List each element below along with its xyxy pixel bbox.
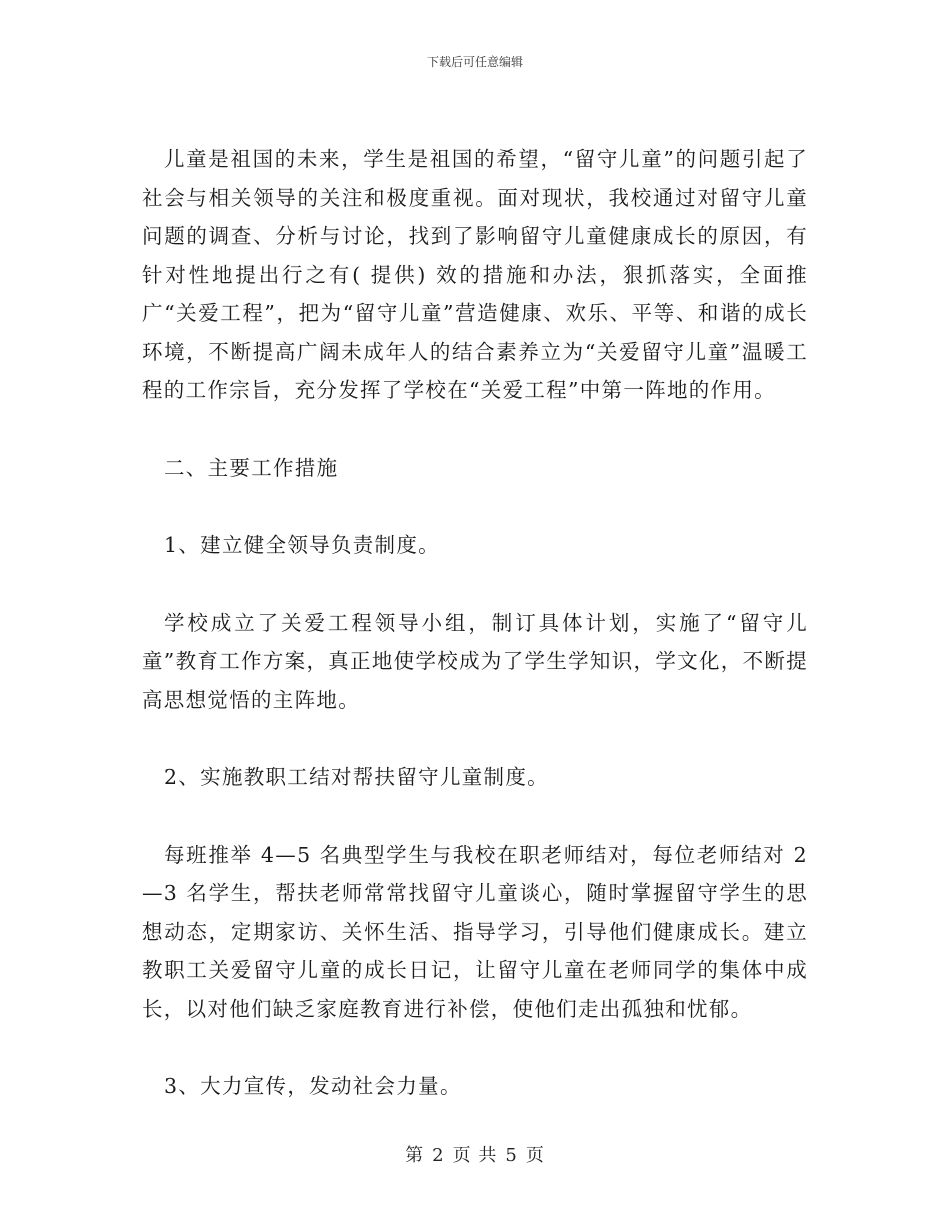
- footer-middle: 页 共: [452, 1145, 498, 1166]
- intro-paragraph: 儿童是祖国的未来，学生是祖国的希望，“留守儿童”的问题引起了社会与相关领导的关注和极度重视。面对现状，我校通过对留守儿童问题的调查、分析与讨论，找到了影响留守儿童健康成长的原因，有针对性地提出行之有( 提供) 效的措施和办法，狠抓落实，全面推广“关爱工程”，把为“留守儿童”营造健康、欢乐、平等、和谐的成长环境，不断提高广阔未成年人的结合素养立为“关爱留守儿童”温暖工程的工作宗旨，充分发挥了学校在“关爱工程”中第一阵地的作用。: [142, 147, 808, 402]
- current-page-number: 2: [432, 1145, 445, 1166]
- item1-paragraph: 学校成立了关爱工程领导小组，制订具体计划，实施了“留守儿童”教育工作方案，真正地使学校成为了学生学知识，学文化，不断提高思想觉悟的主阵地。: [142, 610, 808, 712]
- spacer: [142, 487, 808, 526]
- page-header-note: 下载后可任意编辑: [426, 55, 523, 69]
- footer-prefix: 第: [405, 1145, 425, 1166]
- spacer: [142, 410, 808, 449]
- page-footer: [0, 1144, 950, 1168]
- spacer: [142, 1028, 808, 1067]
- item3-heading: 3、大力宣传，发动社会力量。: [164, 1074, 462, 1098]
- footer-suffix: 页: [525, 1145, 545, 1166]
- spacer: [142, 565, 808, 604]
- section-heading: 二、主要工作措施: [164, 455, 339, 480]
- item1-heading: 1、建立健全领导负责制度。: [164, 533, 440, 557]
- spacer: [142, 719, 808, 758]
- document-body: [142, 140, 808, 1106]
- item2-heading: 2、实施教职工结对帮扶留守儿童制度。: [164, 765, 549, 789]
- item2-paragraph: 每班推举 4—5 名典型学生与我校在职老师结对，每位老师结对 2—3 名学生，帮扶老师常常找留守儿童谈心，随时掌握留守学生的思想动态，定期家访、关怀生活、指导学习，引导他们健康成长。建立教职工关爱留守儿童的成长日记，让留守儿童在老师同学的集体中成长，以对他们缺乏家庭教育进行补偿，使他们走出孤独和忧郁。: [142, 842, 808, 1021]
- total-page-count: 5: [505, 1145, 518, 1166]
- spacer: [142, 797, 808, 836]
